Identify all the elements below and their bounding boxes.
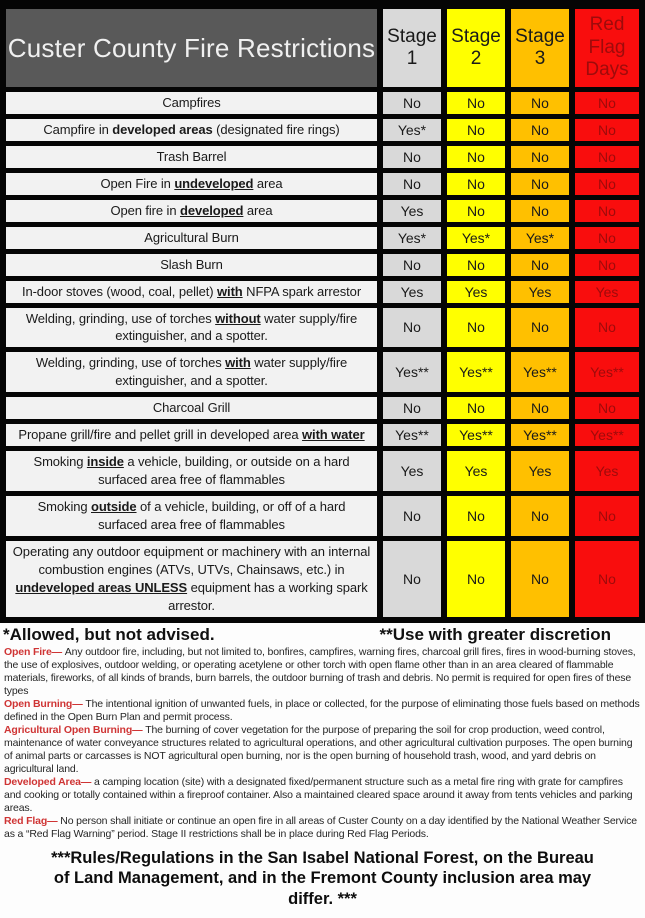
- cell-stage3: Yes: [511, 281, 569, 303]
- row-label: Smoking outside of a vehicle, building, or off of a hard surfaced area free of flammables: [6, 496, 377, 536]
- cell-stage3: No: [511, 146, 569, 168]
- cell-stage2: No: [447, 200, 505, 222]
- cell-stage1: No: [383, 496, 441, 536]
- cell-stage3: No: [511, 254, 569, 276]
- footnote-double-asterisk: **Use with greater discretion: [379, 624, 611, 644]
- column-header-redflag: Red Flag Days: [575, 9, 639, 87]
- row-label: Trash Barrel: [6, 146, 377, 168]
- column-header-stage2: Stage 2: [447, 9, 505, 87]
- definition: Red Flag— No person shall initiate or continue an open fire in all areas of Custer County on a day identified by the National Weather Service as a “Red Flag Warning” period. Stage II restrictions shall be in place during Red Flag Periods.: [4, 814, 637, 840]
- cell-redflag: Yes: [575, 451, 639, 491]
- cell-redflag: No: [575, 200, 639, 222]
- definition-term: Developed Area—: [4, 775, 94, 788]
- definition: Agricultural Open Burning— The burning of cover vegetation for the purpose of preparing the soil for crop production, weed control, maintenance of water conveyance structures related to agricultural operations, and other agricultural cultivation purposes. The open burning of animal parts or carcasses is NOT agricultural open burning, nor is the open burning of household trash, wood, and yard debris on agricultural land.: [4, 723, 633, 775]
- cell-stage1: Yes*: [383, 119, 441, 141]
- cell-stage2: No: [447, 119, 505, 141]
- table-row: [6, 92, 639, 114]
- table-row: [6, 308, 639, 348]
- cell-stage1: No: [383, 254, 441, 276]
- cell-stage2: No: [447, 92, 505, 114]
- row-label: Campfire in developed areas (designated fire rings): [6, 119, 377, 141]
- cell-stage1: Yes**: [383, 424, 441, 446]
- table-row: [6, 254, 639, 276]
- definition-term: Agricultural Open Burning—: [4, 723, 146, 736]
- cell-stage1: Yes: [383, 451, 441, 491]
- cell-stage3: Yes**: [511, 424, 569, 446]
- table-row: [6, 496, 639, 536]
- cell-redflag: No: [575, 308, 639, 348]
- row-label: Propane grill/fire and pellet grill in developed area with water: [6, 424, 377, 446]
- definition: Open Fire— Any outdoor fire, including, but not limited to, bonfires, campfires, warning fires, charcoal grill fires, fires in wood-burning stoves, the use of explosives, outdoor welding, or operating acetylene or other torch with open flame other than in an area cleared of flammable materials, fireworks, of all kinds of brands, burn barrels, the outdoor burning of trash and debris. No permit is required for open fires of these types: [4, 645, 636, 697]
- row-label: Agricultural Burn: [6, 227, 377, 249]
- table-row: [6, 397, 639, 419]
- table-row: [6, 200, 639, 222]
- cell-stage2: No: [447, 308, 505, 348]
- definition-term: Open Burning—: [4, 697, 86, 710]
- cell-stage2: Yes: [447, 281, 505, 303]
- cell-redflag: Yes**: [575, 352, 639, 392]
- cell-stage3: No: [511, 173, 569, 195]
- cell-stage3: No: [511, 496, 569, 536]
- cell-stage1: No: [383, 308, 441, 348]
- cell-stage3: Yes*: [511, 227, 569, 249]
- cell-stage2: Yes**: [447, 352, 505, 392]
- definitions: [0, 646, 645, 843]
- row-label: In-door stoves (wood, coal, pellet) with NFPA spark arrestor: [6, 281, 377, 303]
- cell-redflag: No: [575, 92, 639, 114]
- cell-stage3: Yes: [511, 451, 569, 491]
- cell-redflag: No: [575, 119, 639, 141]
- cell-stage2: No: [447, 397, 505, 419]
- cell-stage1: Yes*: [383, 227, 441, 249]
- row-label: Welding, grinding, use of torches without water supply/fire extinguisher, and a spotter.: [6, 308, 377, 348]
- page-title: Custer County Fire Restrictions: [6, 9, 377, 87]
- cell-stage2: No: [447, 146, 505, 168]
- cell-stage3: No: [511, 397, 569, 419]
- cell-stage2: No: [447, 254, 505, 276]
- definition: Developed Area— a camping location (site) with a designated fixed/permanent structure such as a metal fire ring with grate for campfires and cooking or totally contained within a fireproof container. Also a maintained cleared space around it away from tents vehicles and parking areas.: [4, 775, 633, 814]
- table-row: [6, 281, 639, 303]
- table-row: [6, 227, 639, 249]
- cell-stage2: Yes**: [447, 424, 505, 446]
- row-label: Campfires: [6, 92, 377, 114]
- row-label: Open fire in developed area: [6, 200, 377, 222]
- cell-stage3: No: [511, 92, 569, 114]
- table-row: [6, 541, 639, 617]
- definition-term: Open Fire—: [4, 645, 65, 658]
- cell-stage1: Yes**: [383, 352, 441, 392]
- cell-stage2: Yes*: [447, 227, 505, 249]
- cell-stage1: No: [383, 541, 441, 617]
- cell-stage1: No: [383, 173, 441, 195]
- cell-stage3: Yes**: [511, 352, 569, 392]
- cell-stage1: Yes: [383, 200, 441, 222]
- table-row: [6, 352, 639, 392]
- row-label: Charcoal Grill: [6, 397, 377, 419]
- cell-stage1: No: [383, 146, 441, 168]
- row-label: Welding, grinding, use of torches with water supply/fire extinguisher, and a spotter.: [6, 352, 377, 392]
- column-header-stage1: Stage 1: [383, 9, 441, 87]
- cell-stage1: No: [383, 397, 441, 419]
- cell-redflag: No: [575, 254, 639, 276]
- cell-stage2: No: [447, 173, 505, 195]
- cell-redflag: No: [575, 173, 639, 195]
- cell-stage2: No: [447, 541, 505, 617]
- cell-stage2: No: [447, 496, 505, 536]
- cell-redflag: No: [575, 541, 639, 617]
- cell-stage1: Yes: [383, 281, 441, 303]
- cell-redflag: Yes: [575, 281, 639, 303]
- table-row: [6, 119, 639, 141]
- cell-stage1: No: [383, 92, 441, 114]
- cell-stage3: No: [511, 200, 569, 222]
- row-label: Open Fire in undeveloped area: [6, 173, 377, 195]
- bottom-disclaimer: ***Rules/Regulations in the San Isabel National Forest, on the Bureau of Land Management, and in the Fremont County inclusion area may differ. ***: [51, 848, 594, 909]
- row-label: Operating any outdoor equipment or machinery with an internal combustion engines (ATVs, UTVs, Chainsaws, etc.) in undeveloped areas UNLESS equipment has a working spark arrestor.: [6, 541, 377, 617]
- column-header-stage3: Stage 3: [511, 9, 569, 87]
- table-row: [6, 173, 639, 195]
- table-row: [6, 146, 639, 168]
- cell-stage3: No: [511, 541, 569, 617]
- cell-redflag: No: [575, 496, 639, 536]
- definition: Open Burning— The intentional ignition of unwanted fuels, in place or collected, for the purpose of eliminating those fuels based on methods defined in the Open Burn Plan and permit process.: [4, 697, 640, 723]
- cell-stage3: No: [511, 308, 569, 348]
- cell-stage2: Yes: [447, 451, 505, 491]
- footnote-single-asterisk: *Allowed, but not advised.: [3, 624, 215, 644]
- header-row: [6, 9, 639, 87]
- table-row: [6, 424, 639, 446]
- table-row: [6, 451, 639, 491]
- cell-stage3: No: [511, 119, 569, 141]
- row-label: Smoking inside a vehicle, building, or outside on a hard surfaced area free of flammables: [6, 451, 377, 491]
- cell-redflag: No: [575, 146, 639, 168]
- cell-redflag: Yes**: [575, 424, 639, 446]
- row-label: Slash Burn: [6, 254, 377, 276]
- asterisk-notes: [0, 623, 645, 646]
- cell-redflag: No: [575, 397, 639, 419]
- cell-redflag: No: [575, 227, 639, 249]
- definition-term: Red Flag—: [4, 814, 61, 827]
